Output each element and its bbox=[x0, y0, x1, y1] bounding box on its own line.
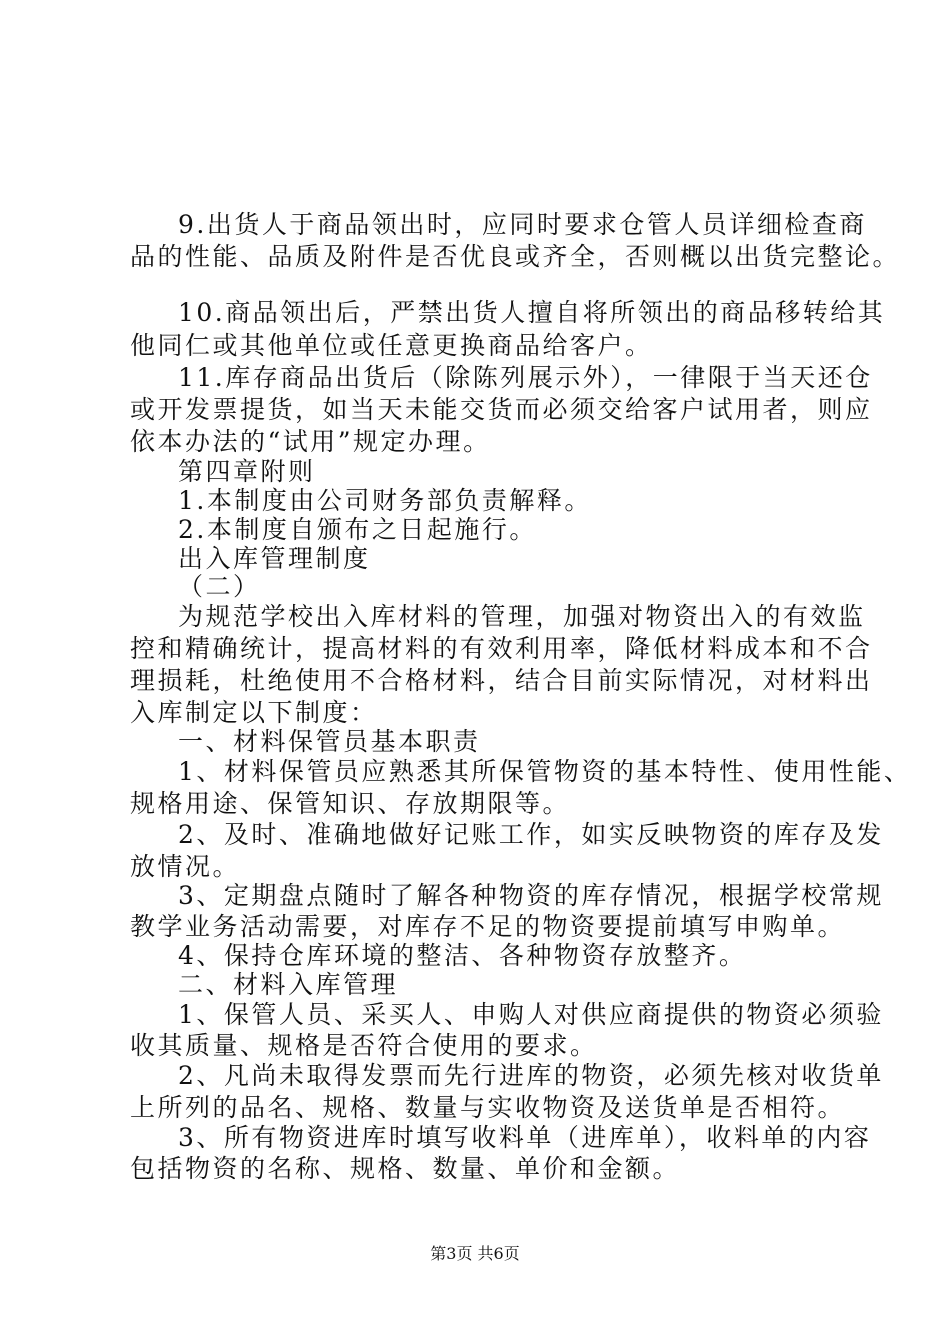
page-footer: 第3页 共6页 bbox=[430, 1244, 520, 1263]
text-line: 1、材料保管员应熟悉其所保管物资的基本特性、使用性能、 bbox=[178, 757, 912, 786]
text-line: 3、所有物资进库时填写收料单（进库单），收料单的内容 bbox=[178, 1123, 872, 1152]
section-title: 出入库管理制度 bbox=[178, 544, 371, 573]
text-line: 入库制定以下制度： bbox=[130, 698, 378, 727]
text-line: 控和精确统计，提高材料的有效利用率，降低材料成本和不合 bbox=[130, 634, 873, 663]
text-line: 教学业务活动需要，对库存不足的物资要提前填写申购单。 bbox=[130, 912, 846, 941]
text-line: 11.库存商品出货后（除陈列展示外），一律限于当天还仓 bbox=[178, 363, 873, 392]
text-line: 依本办法的“试用”规定办理。 bbox=[130, 427, 491, 456]
text-line: 1、保管人员、采买人、申购人对供应商提供的物资必须验 bbox=[178, 1000, 884, 1029]
subsection-heading: 二、材料入库管理 bbox=[178, 970, 399, 999]
text-line: 他同仁或其他单位或任意更换商品给客户。 bbox=[130, 331, 653, 360]
text-line: 2、及时、准确地做好记账工作，如实反映物资的库存及发 bbox=[178, 820, 884, 849]
text-line: 2、凡尚未取得发票而先行进库的物资，必须先核对收货单 bbox=[178, 1061, 884, 1090]
text-line: 放情况。 bbox=[130, 852, 241, 881]
text-line: 3、定期盘点随时了解各种物资的库存情况，根据学校常规 bbox=[178, 881, 884, 910]
text-line: 1.本制度由公司财务部负责解释。 bbox=[178, 486, 592, 515]
text-line: 9.出货人于商品领出时，应同时要求仓管人员详细检查商 bbox=[178, 210, 867, 239]
text-line: 2.本制度自颁布之日起施行。 bbox=[178, 515, 537, 544]
text-line: 10.商品领出后，严禁出货人擅自将所领出的商品移转给其 bbox=[178, 298, 886, 327]
text-line: 包括物资的名称、规格、数量、单价和金额。 bbox=[130, 1154, 681, 1183]
text-line: 上所列的品名、规格、数量与实收物资及送货单是否相符。 bbox=[130, 1093, 846, 1122]
subsection-heading: 一、材料保管员基本职责 bbox=[178, 727, 481, 756]
text-line: 或开发票提货，如当天未能交货而必须交给客户试用者，则应 bbox=[130, 395, 873, 424]
text-line: 规格用途、保管知识、存放期限等。 bbox=[130, 789, 571, 818]
section-number: （二） bbox=[178, 572, 261, 601]
text-line: 为规范学校出入库材料的管理，加强对物资出入的有效监 bbox=[178, 602, 866, 631]
text-line: 品的性能、品质及附件是否优良或齐全，否则概以出货完整论。 bbox=[130, 242, 901, 271]
text-line: 4、保持仓库环境的整洁、各种物资存放整齐。 bbox=[178, 941, 747, 970]
text-line: 收其质量、规格是否符合使用的要求。 bbox=[130, 1031, 598, 1060]
text-line: 理损耗，杜绝使用不合格材料，结合目前实际情况，对材料出 bbox=[130, 666, 873, 695]
chapter-heading: 第四章附则 bbox=[178, 457, 316, 486]
